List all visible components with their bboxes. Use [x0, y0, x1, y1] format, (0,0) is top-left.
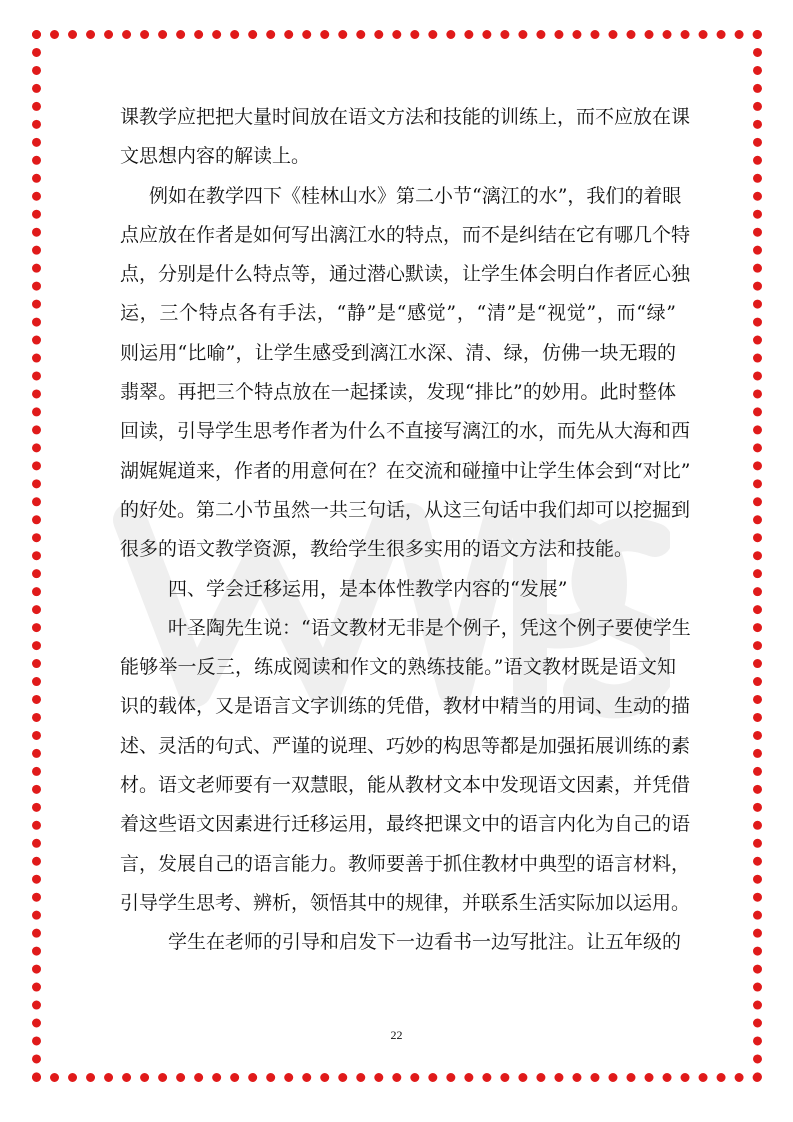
text-line-3: 例如在教学四下《桂林山水》第二小节“漓江的水”，我们的着眼 — [149, 184, 682, 207]
text-line-10: 湖娓娓道来，作者的用意何在？在交流和碰撞中让学生体会到“对比” — [120, 459, 691, 482]
text-line-2: 文思想内容的解读上。 — [120, 145, 311, 168]
text-line-22: 学生在老师的引导和启发下一边看书一边写批注。让五年级的 — [168, 931, 682, 954]
text-line-15: 能够举一反三，练成阅读和作文的熟练技能。”语文教材既是语文知 — [120, 656, 676, 679]
page-number: 22 — [390, 1028, 403, 1042]
section-heading: 四、学会迁移运用，是本体性教学内容的“发展” — [168, 577, 568, 600]
text-line-20: 言，发展自己的语言能力。教师要善于抓住教材中典型的语言材料， — [120, 852, 691, 875]
text-line-12: 很多的语文教学资源，教给学生很多实用的语文方法和技能。 — [120, 538, 634, 561]
text-line-4: 点应放在作者是如何写出漓江水的特点，而不是纠结在它有哪几个特 — [120, 223, 691, 246]
document-body — [120, 98, 691, 963]
text-line-9: 回读，引导学生思考作者为什么不直接写漓江的水，而先从大海和西 — [120, 420, 691, 443]
text-line-11: 的好处。第二小节虽然一共三句话，从这三句话中我们却可以挖掘到 — [120, 498, 691, 521]
text-line-17: 述、灵活的句式、严谨的说理、巧妙的构思等都是加强拓展训练的素 — [120, 734, 691, 757]
text-line-19: 着这些语文因素进行迁移运用，最终把课文中的语言内化为自己的语 — [120, 813, 691, 836]
text-line-7: 则运用“比喻”，让学生感受到漓江水深、清、绿，仿佛一块无瑕的 — [120, 341, 676, 364]
text-line-14: 叶圣陶先生说：“语文教材无非是个例子，凭这个例子要使学生 — [168, 616, 691, 639]
text-line-5: 点，分别是什么特点等，通过潜心默读，让学生体会明白作者匠心独 — [120, 263, 691, 286]
text-line-6: 运，三个特点各有手法，“静”是“感觉”，“清”是“视觉”，而“绿” — [120, 302, 676, 325]
text-line-1: 课教学应把把大量时间放在语文方法和技能的训练上，而不应放在课 — [120, 106, 691, 128]
text-line-21: 引导学生思考、辨析，领悟其中的规律，并联系生活实际加以运用。 — [120, 891, 691, 914]
text-line-16: 识的载体，又是语言文字训练的凭借，教材中精当的用词、生动的描 — [120, 695, 691, 718]
text-line-8: 翡翠。再把三个特点放在一起揉读，发现“排比”的妙用。此时整体 — [120, 381, 676, 404]
text-line-18: 材。语文老师要有一双慧眼，能从教材文本中发现语文因素，并凭借 — [120, 774, 691, 797]
